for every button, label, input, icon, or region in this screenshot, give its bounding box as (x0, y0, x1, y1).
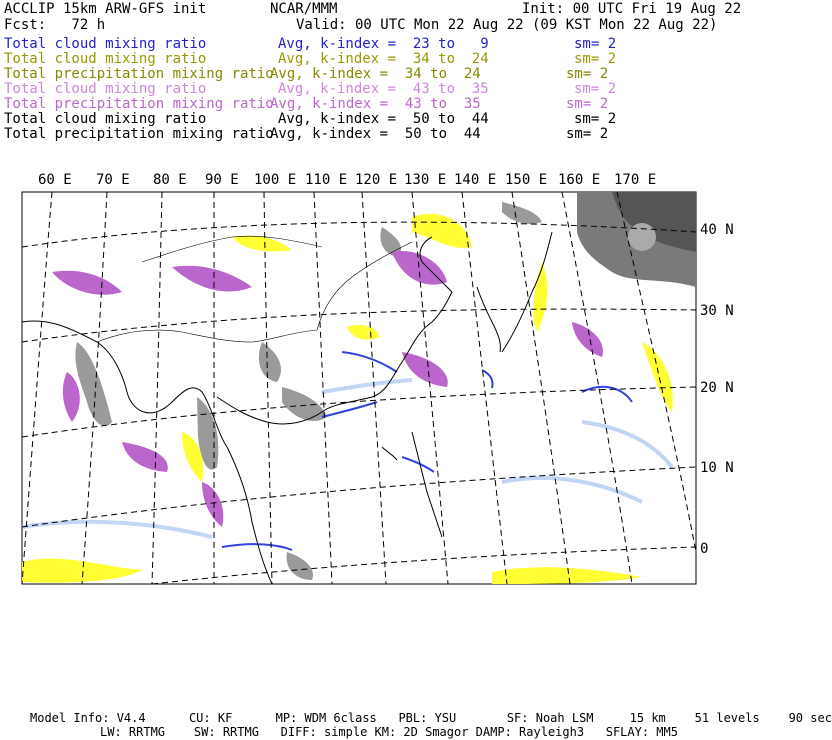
legend-sm-4: sm= 2 (574, 81, 617, 97)
lon-label-160e: 160 E (558, 172, 601, 188)
lat-label-20n: 20 N (700, 380, 734, 396)
center-name: NCAR/MMM (270, 1, 338, 17)
legend-field-3: Total precipitation mixing ratio (4, 66, 274, 82)
lon-label-90e: 90 E (205, 172, 239, 188)
lon-label-110e: 110 E (305, 172, 348, 188)
legend-sm-5: sm= 2 (566, 96, 609, 112)
legend-sm-1: sm= 2 (574, 36, 617, 52)
lat-label-40n: 40 N (700, 222, 734, 238)
legend-avg-6: Avg, k-index = 50 to 44 (278, 111, 489, 127)
lon-label-80e: 80 E (153, 172, 187, 188)
valid-time: Valid: 00 UTC Mon 22 Aug 22 (09 KST Mon 22 Aug 22) (296, 17, 718, 33)
model-info-line1: Model Info: V4.4 CU: KF MP: WDM 6class PBL: YSU SF: Noah LSM 15 km 51 levels 90 sec (30, 711, 832, 725)
legend-field-4: Total cloud mixing ratio (4, 81, 207, 97)
legend-field-2: Total cloud mixing ratio (4, 51, 207, 67)
legend-avg-2: Avg, k-index = 34 to 24 (278, 51, 489, 67)
lon-label-150e: 150 E (505, 172, 548, 188)
init-time: Init: 00 UTC Fri 19 Aug 22 (522, 1, 742, 17)
legend-sm-7: sm= 2 (566, 126, 609, 142)
legend-avg-4: Avg, k-index = 43 to 35 (278, 81, 489, 97)
model-info-line2: LW: RRTMG SW: RRTMG DIFF: simple KM: 2D Smagor DAMP: Rayleigh3 SFLAY: MM5 (100, 725, 678, 739)
title: ACCLIP 15km ARW-GFS init (4, 1, 207, 17)
legend-sm-2: sm= 2 (574, 51, 617, 67)
lat-label-30n: 30 N (700, 303, 734, 319)
forecast-hour: Fcst: 72 h (4, 17, 106, 33)
legend-sm-3: sm= 2 (566, 66, 609, 82)
lon-label-130e: 130 E (404, 172, 447, 188)
legend-avg-7: Avg, k-index = 50 to 44 (270, 126, 481, 142)
legend-field-6: Total cloud mixing ratio (4, 111, 207, 127)
lon-label-70e: 70 E (96, 172, 130, 188)
lon-label-170e: 170 E (614, 172, 657, 188)
lat-label-0: 0 (700, 541, 709, 557)
lat-label-10n: 10 N (700, 460, 734, 476)
legend-field-1: Total cloud mixing ratio (4, 36, 207, 52)
lon-label-140e: 140 E (454, 172, 497, 188)
legend-field-5: Total precipitation mixing ratio (4, 96, 274, 112)
legend-avg-5: Avg, k-index = 43 to 35 (270, 96, 481, 112)
lon-label-60e: 60 E (38, 172, 72, 188)
lon-label-100e: 100 E (254, 172, 297, 188)
legend-avg-1: Avg, k-index = 23 to 9 (278, 36, 489, 52)
lon-label-120e: 120 E (355, 172, 398, 188)
legend-avg-3: Avg, k-index = 34 to 24 (270, 66, 481, 82)
legend-sm-6: sm= 2 (574, 111, 617, 127)
map-panel (22, 192, 696, 584)
legend-field-7: Total precipitation mixing ratio (4, 126, 274, 142)
